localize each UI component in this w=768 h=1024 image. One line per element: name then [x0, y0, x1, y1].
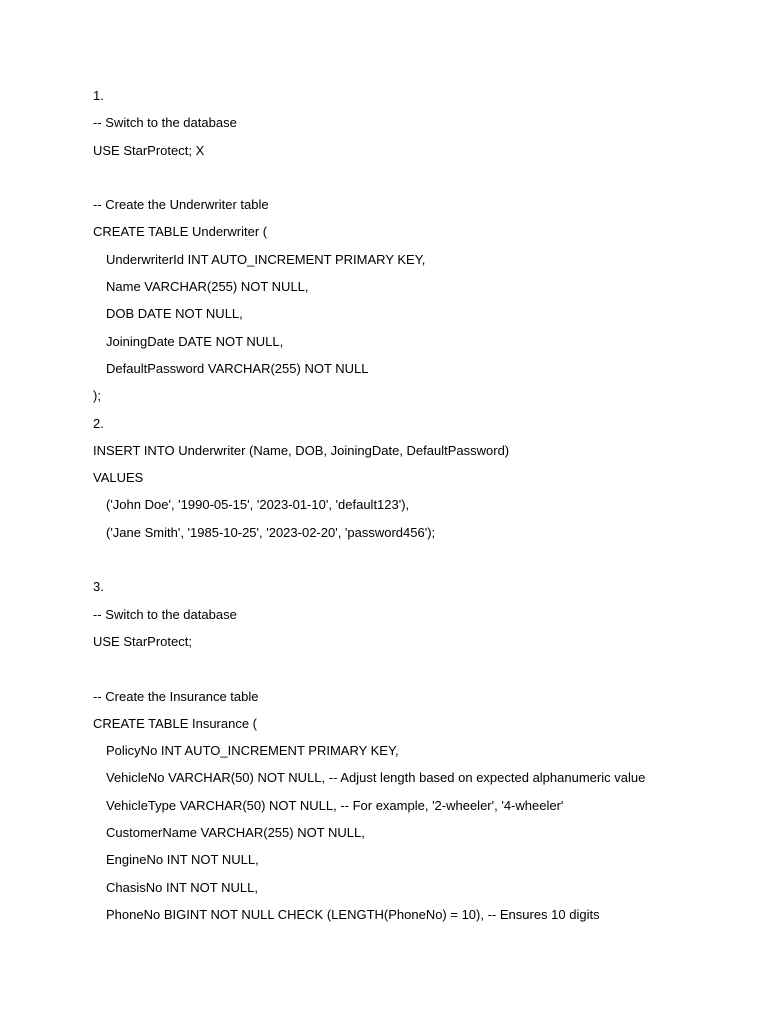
sql-column-definition: ChasisNo INT NOT NULL, [106, 879, 258, 895]
sql-column-definition: PhoneNo BIGINT NOT NULL CHECK (LENGTH(PhoneNo) = 10), -- Ensures 10 digits [106, 906, 600, 922]
blank-line [93, 660, 733, 687]
sql-comment: -- Create the Underwriter table [93, 197, 269, 213]
section-number-1: 1. [93, 88, 104, 103]
sql-values-row: ('John Doe', '1990-05-15', '2023-01-10', 'default123'), [106, 497, 410, 513]
sql-comment: -- Switch to the database [93, 115, 237, 131]
sql-statement-end: ); [93, 388, 101, 404]
sql-statement: USE StarProtect; X [93, 142, 205, 158]
document-body [93, 87, 733, 933]
sql-statement: CREATE TABLE Insurance ( [93, 715, 258, 731]
blank-line [93, 169, 733, 196]
sql-column-definition: VehicleType VARCHAR(50) NOT NULL, -- For example, '2-wheeler', '4-wheeler' [106, 797, 564, 813]
sql-statement: INSERT INTO Underwriter (Name, DOB, JoiningDate, DefaultPassword) [93, 442, 510, 458]
sql-column-definition: EngineNo INT NOT NULL, [106, 852, 259, 868]
sql-comment: -- Create the Insurance table [93, 688, 259, 704]
sql-statement: CREATE TABLE Underwriter ( [93, 224, 268, 240]
section-number-2: 2. [93, 415, 104, 431]
sql-column-definition: PolicyNo INT AUTO_INCREMENT PRIMARY KEY, [106, 743, 399, 759]
sql-column-definition: UnderwriterId INT AUTO_INCREMENT PRIMARY KEY, [106, 251, 426, 267]
sql-comment: -- Switch to the database [93, 606, 237, 622]
sql-statement: VALUES [93, 470, 144, 486]
sql-column-definition: DefaultPassword VARCHAR(255) NOT NULL [106, 360, 369, 376]
sql-column-definition: Name VARCHAR(255) NOT NULL, [106, 279, 309, 295]
sql-statement: USE StarProtect; [93, 633, 192, 649]
blank-line [93, 551, 733, 578]
sql-column-definition: CustomerName VARCHAR(255) NOT NULL, [106, 825, 365, 841]
sql-column-definition: DOB DATE NOT NULL, [106, 306, 243, 322]
sql-column-definition: VehicleNo VARCHAR(50) NOT NULL, -- Adjust length based on expected alphanumeric value [106, 770, 646, 786]
sql-column-definition: JoiningDate DATE NOT NULL, [106, 333, 284, 349]
section-number-3: 3. [93, 579, 104, 595]
sql-values-row: ('Jane Smith', '1985-10-25', '2023-02-20', 'password456'); [106, 524, 436, 540]
